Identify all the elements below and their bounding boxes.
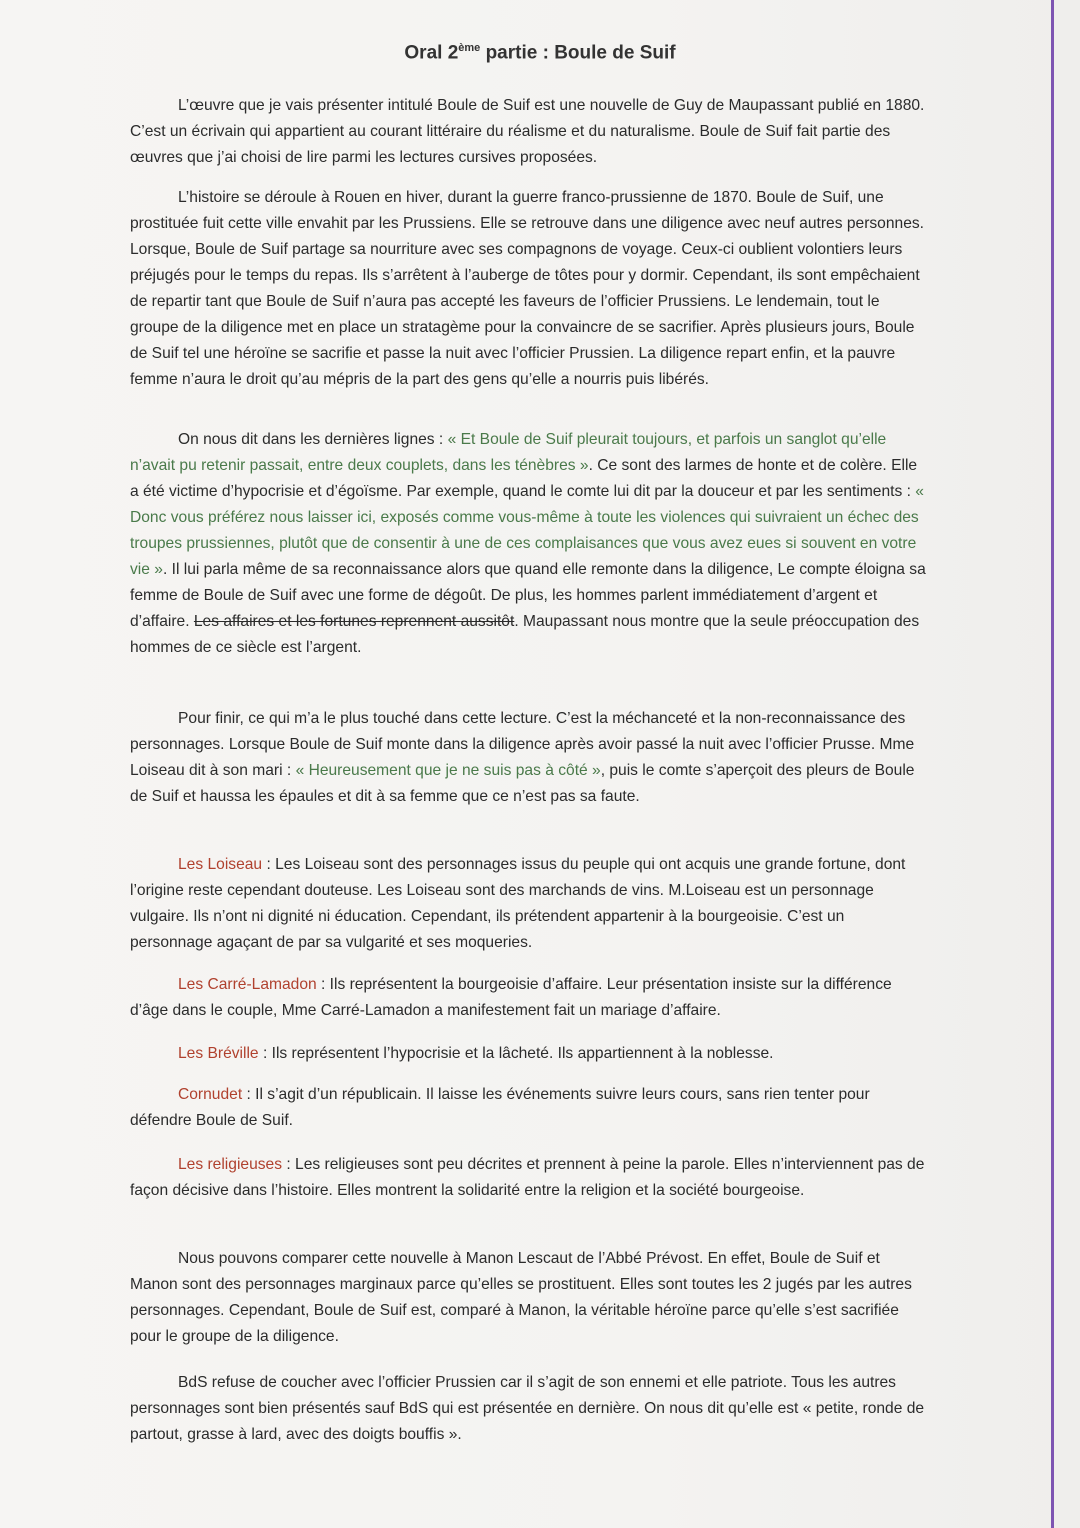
paragraph-conclusion: Pour finir, ce qui m’a le plus touché dans cette lecture. C’est la méchanceté et la non-reconnaissance des personnages. Lorsque Boule de Suif monte dans la diligence après avoir passé la nuit avec l’officier Prusse. Mme Loiseau dit à son mari : « Heureusement que je ne suis pas à côté », puis le comte s’aperçoit des pleurs de Boule de Suif et haussa les épaules et dit à sa femme que ce n’est pas sa faute. [130,710,915,805]
paragraph-intro: L’œuvre que je vais présenter intitulé Boule de Suif est une nouvelle de Guy de Maupassant publié en 1880. C’est un écrivain qui appartient au courant littéraire du réalisme et du naturalisme. Boule de Suif fait partie des œuvres que j’ai choisi de lire parmi les lectures cursives proposées. [130,97,925,166]
paragraph-cornudet: Cornudet : Il s’agit d’un républicain. Il laisse les événements suivre leurs cours, sans rien tenter pour défendre Boule de Suif. [130,1086,870,1129]
paragraph-analysis: On nous dit dans les dernières lignes : « Et Boule de Suif pleurait toujours, et parfois un sanglot qu’elle n’avait pu retenir passait, entre deux couplets, dans les ténèbres ». Ce sont des larmes de honte et de colère. Elle a été victime d’hypocrisie et d’égoïsme. Par exemple, quand le comte lui dit par la douceur et par les sentiments : « Donc vous préférez nous laisser ici, exposés comme vous-même à toute les violences qui suivraient un échec des troupes prussiennes, plutôt que de consentir à une de ces complaisances que vous avez eues si souvent en votre vie ». Il lui parla même de sa reconnaissance alors que quand elle remonte dans la diligence, Le compte éloigna sa femme de Boule de Suif avec une forme de dégoût. De plus, les hommes parlent immédiatement d’argent et d’affaire. Les affaires et les fortunes reprennent aussitôt. Maupassant nous montre que la seule préoccupation des hommes de ce siècle est l’argent. [130,431,926,656]
struck-text: Les affaires et les fortunes reprennent aussitôt [193,613,515,630]
paragraph-final: BdS refuse de coucher avec l’officier Prussien car il s’agit de son ennemi et elle patriote. Tous les autres personnages sont bien présentés sauf BdS qui est présentée en dernière. On nous dit qu’elle est « petite, ronde de partout, grasse à lard, avec des doigts bouffis ». [130,1374,925,1443]
paragraph-comparison: Nous pouvons comparer cette nouvelle à Manon Lescaut de l’Abbé Prévost. En effet, Boule de Suif et Manon sont des personnages marginaux parce qu’elles se prostituent. Elles sont toutes les 2 jugés par les autres personnages. Cependant, Boule de Suif est, comparé à Manon, la véritable héroïne parce qu’elle s’est sacrifiée pour le groupe de la diligence. [130,1250,912,1345]
paragraph-loiseau: Les Loiseau : Les Loiseau sont des personnages issus du peuple qui ont acquis une grande fortune, dont l’origine reste cependant douteuse. Les Loiseau sont des marchands de vins. M.Loiseau est un personnage vulgaire. Ils n’ont ni dignité ni éducation. Cependant, ils prétendent appartenir à la bourgeoisie. C’est un personnage agaçant de par sa vulgarité et ses moqueries. [130,856,906,951]
character-name: Cornudet [178,1086,243,1103]
paragraph-religieuses: Les religieuses : Les religieuses sont peu décrites et prennent à peine la parole. Elles n’interviennent pas de façon décisive dans l’histoire. Elles montrent la solidarité entre la religion et la société bourgeoise. [130,1156,925,1199]
character-name: Les religieuses [178,1156,283,1173]
paragraph-carre-lamadon: Les Carré-Lamadon : Ils représentent la bourgeoisie d’affaire. Leur présentation insiste sur la différence d’âge dans le couple, Mme Carré-Lamadon a manifestement fait un mariage d’affaire. [130,976,892,1019]
quote: « Donc vous préférez nous laisser ici, exposés comme vous-même à toute les violences qui suivraient un échec des troupes prussiennes, plutôt que de consentir à une de ces complaisances que vous avez eues si souvent en votre vie » [130,483,924,578]
page-edge [1051,0,1054,1528]
page-title: Oral 2ème partie : Boule de Suif [404,42,676,64]
quote: « Et Boule de Suif pleurait toujours, et parfois un sanglot qu’elle n’avait pu retenir passait, entre deux couplets, dans les ténèbres » [130,431,887,474]
paragraph-summary: L’histoire se déroule à Rouen en hiver, durant la guerre franco-prussienne de 1870. Boule de Suif, une prostituée fuit cette ville envahit par les Prussiens. Elle se retrouve dans une diligence avec neuf autres personnes. Lorsque, Boule de Suif partage sa nourriture avec ses compagnons de voyage. Ceux-ci oublient volontiers leurs préjugés pour le temps du repas. Ils s’arrêtent à l’auberge de tôtes pour y dormir. Cependant, ils sont empêchaient de repartir tant que Boule de Suif n’aura pas accepté les faveurs de l’officier Prussiens. Le lendemain, tout le groupe de la diligence met en place un stratagème pour la convaincre de se sacrifier. Après plusieurs jours, Boule de Suif tel une héroïne se sacrifie et passe la nuit avec l’officier Prussien. La diligence repart enfin, et la pauvre femme n’aura le droit qu’au mépris de la part des gens qu’elle a nourris puis libérés. [130,189,925,388]
quote: « Heureusement que je ne suis pas à côté » [295,762,601,779]
character-name: Les Bréville [178,1045,259,1062]
character-name: Les Carré-Lamadon [178,976,317,993]
character-name: Les Loiseau [178,856,263,873]
paragraph-breville: Les Bréville : Ils représentent l’hypocrisie et la lâcheté. Ils appartiennent à la noblesse. [178,1045,774,1062]
